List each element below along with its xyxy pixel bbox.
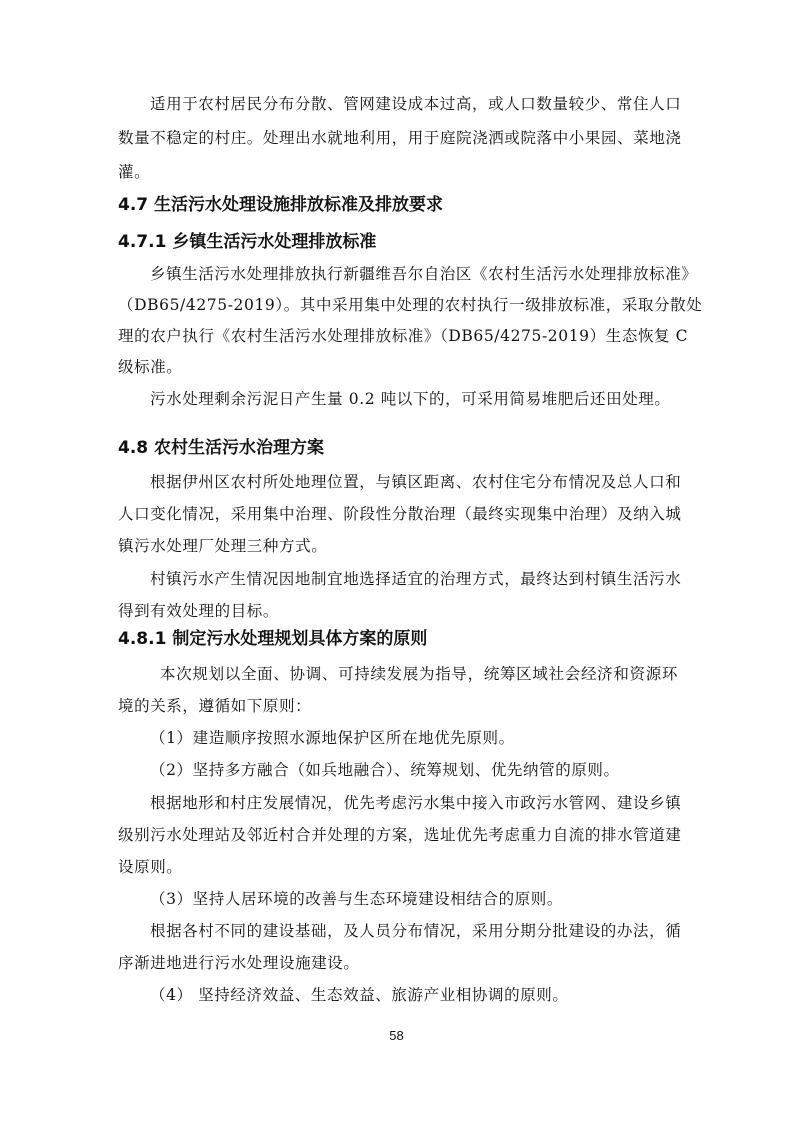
section-heading-4-8-1: 4.8.1 制定污水处理规划具体方案的原则 (118, 629, 428, 649)
principle-item: （3）坚持人居环境的改善与生态环境建设相结合的原则。 (150, 890, 563, 908)
principle-item: （1）建造顺序按照水源地保护区所在地优先原则。 (150, 729, 515, 747)
paragraph-line: 设原则。 (118, 858, 183, 876)
paragraph-line: 根据各村不同的建设基础，及人员分布情况，采用分期分批建设的办法，循 (150, 922, 682, 940)
paragraph-line: 乡镇生活污水处理排放执行新疆维吾尔自治区《农村生活污水处理排放标准》 (150, 265, 698, 283)
paragraph-line: 污水处理剩余污泥日产生量 0.2 吨以下的，可采用简易堆肥后还田处理。 (150, 390, 671, 408)
paragraph-line: 级标准。 (118, 358, 183, 376)
paragraph-line: （DB65/4275-2019）。其中采用集中处理的农村执行一级排放标准，采取分散处 (118, 296, 703, 314)
paragraph-line: 根据地形和村庄发展情况，优先考虑污水集中接入市政污水管网、建设乡镇 (150, 794, 682, 812)
paragraph-line: 适用于农村居民分布分散、管网建设成本过高，或人口数量较少、常住人口 (150, 95, 682, 113)
paragraph-line: 村镇污水产生情况因地制宜地选择适宜的治理方式，最终达到村镇生活污水 (150, 570, 682, 588)
paragraph-line: 本次规划以全面、协调、可持续发展为指导，统筹区域社会经济和资源环 (160, 665, 678, 683)
principle-item: （2）坚持多方融合（如兵地融合）、统筹规划、优先纳管的原则。 (150, 761, 620, 779)
paragraph-line: 境的关系，遵循如下原则： (118, 697, 312, 715)
paragraph-line: 灌。 (118, 163, 151, 181)
paragraph-line: 人口变化情况，采用集中治理、阶段性分散治理（最终实现集中治理）及纳入城 (118, 505, 682, 523)
paragraph-line: 镇污水处理厂处理三种方式。 (118, 537, 328, 555)
paragraph-line: 数量不稳定的村庄。处理出水就地利用，用于庭院浇洒或院落中小果园、菜地浇 (118, 129, 682, 147)
paragraph-line: 得到有效处理的目标。 (118, 602, 280, 620)
paragraph-line: 理的农户执行《农村生活污水处理排放标准》（DB65/4275-2019）生态恢复 C (118, 327, 689, 345)
section-heading-4-7: 4.7 生活污水处理设施排放标准及排放要求 (118, 195, 444, 215)
paragraph-line: 序渐进地进行污水处理设施建设。 (118, 954, 360, 972)
paragraph-line: 级别污水处理站及邻近村合并处理的方案，选址优先考虑重力自流的排水管道建 (118, 826, 682, 844)
page-number: 58 (389, 1028, 404, 1043)
paragraph-line: 根据伊州区农村所处地理位置，与镇区距离、农村住宅分布情况及总人口和 (150, 473, 682, 491)
principle-item: （4） 坚持经济效益、生态效益、旅游产业相协调的原则。 (150, 986, 569, 1004)
section-heading-4-8: 4.8 农村生活污水治理方案 (118, 438, 325, 458)
section-heading-4-7-1: 4.7.1 乡镇生活污水处理排放标准 (118, 232, 377, 252)
